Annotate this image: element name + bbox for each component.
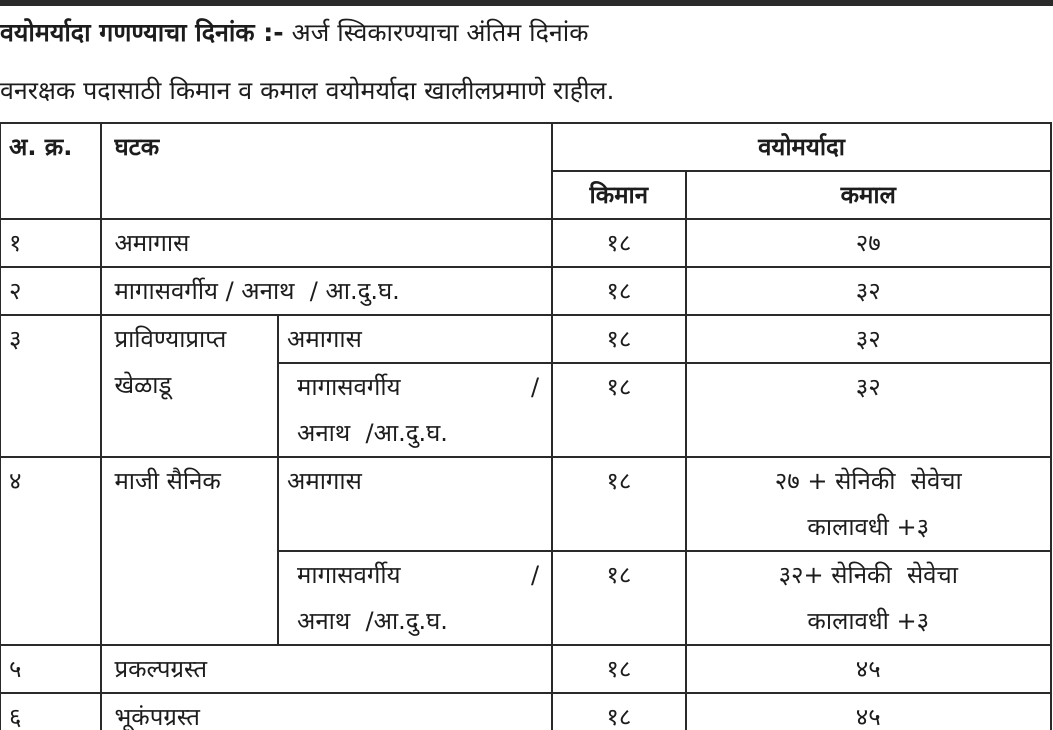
sub-category: अमागास [278, 457, 552, 551]
sub-category-part: अनाथ /आ.दु.घ. [297, 419, 448, 447]
row-category: मागासवर्गीय / अनाथ / आ.दु.घ. [101, 267, 552, 315]
sub-category: अमागास [278, 315, 552, 363]
table-row [0, 315, 1051, 363]
sub-category-slash: / [531, 561, 540, 589]
row-serial: ३ [0, 315, 101, 457]
row-serial: १ [0, 219, 101, 267]
row-min: १८ [552, 551, 685, 645]
intro-line: वनरक्षक पदासाठी किमान व कमाल वयोमर्यादा खालीलप्रमाणे राहील. [0, 76, 615, 105]
row-category: माजी सैनिक [101, 457, 278, 645]
row-category: प्रकल्पग्रस्त [101, 645, 552, 693]
sub-category-part: मागासवर्गीय [297, 561, 401, 589]
sub-category-part: मागासवर्गीय [297, 373, 401, 401]
age-date-line [0, 16, 588, 50]
sub-category-part: अनाथ /आ.दु.घ. [297, 607, 448, 635]
row-category: भूकंपग्रस्त [101, 693, 552, 730]
row-max: २७ [686, 219, 1051, 267]
sub-category-line [297, 364, 539, 410]
row-category: अमागास [101, 219, 552, 267]
col-serial-header: अ. क्र. [0, 123, 101, 219]
row-max: ३२ [686, 315, 1051, 363]
row-min: १८ [552, 267, 685, 315]
table-row [0, 645, 1051, 693]
col-category-header: घटक [101, 123, 552, 219]
row-max [686, 457, 1051, 551]
row-serial: ४ [0, 457, 101, 645]
sub-category-line [297, 552, 539, 598]
table-row [0, 693, 1051, 730]
age-limit-table [0, 122, 1052, 730]
col-max-header: कमाल [686, 171, 1051, 219]
row-max-line: ३२+ सेनिकी सेवेचा [778, 561, 958, 589]
table-header-row [0, 123, 1051, 171]
row-min: १८ [552, 219, 685, 267]
row-min: १८ [552, 315, 685, 363]
age-date-label: वयोमर्यादा गणण्याचा दिनांक :- [0, 18, 284, 47]
table-row [0, 219, 1051, 267]
table-row [0, 457, 1051, 551]
row-serial: ६ [0, 693, 101, 730]
row-max-line: कालावधी +३ [807, 607, 930, 635]
row-min: १८ [552, 645, 685, 693]
row-max: ४५ [686, 693, 1051, 730]
row-serial: २ [0, 267, 101, 315]
row-max-line: २७ + सेनिकी सेवेचा [774, 467, 962, 495]
row-serial: ५ [0, 645, 101, 693]
sub-category-slash: / [531, 373, 540, 401]
row-min: १८ [552, 693, 685, 730]
row-min: १८ [552, 363, 685, 457]
row-min: १८ [552, 457, 685, 551]
table-row [0, 267, 1051, 315]
row-max: ४५ [686, 645, 1051, 693]
age-date-value: अर्ज स्विकारण्याचा अंतिम दिनांक [291, 18, 589, 47]
row-max [686, 551, 1051, 645]
col-min-header: किमान [552, 171, 685, 219]
row-max: ३२ [686, 267, 1051, 315]
row-max-line: कालावधी +३ [807, 513, 930, 541]
row-max: ३२ [686, 363, 1051, 457]
sub-category [278, 363, 552, 457]
col-age-limit-header: वयोमर्यादा [552, 123, 1051, 171]
sub-category [278, 551, 552, 645]
top-border [0, 0, 1053, 6]
row-category: प्राविण्याप्राप्त खेळाडू [101, 315, 278, 457]
